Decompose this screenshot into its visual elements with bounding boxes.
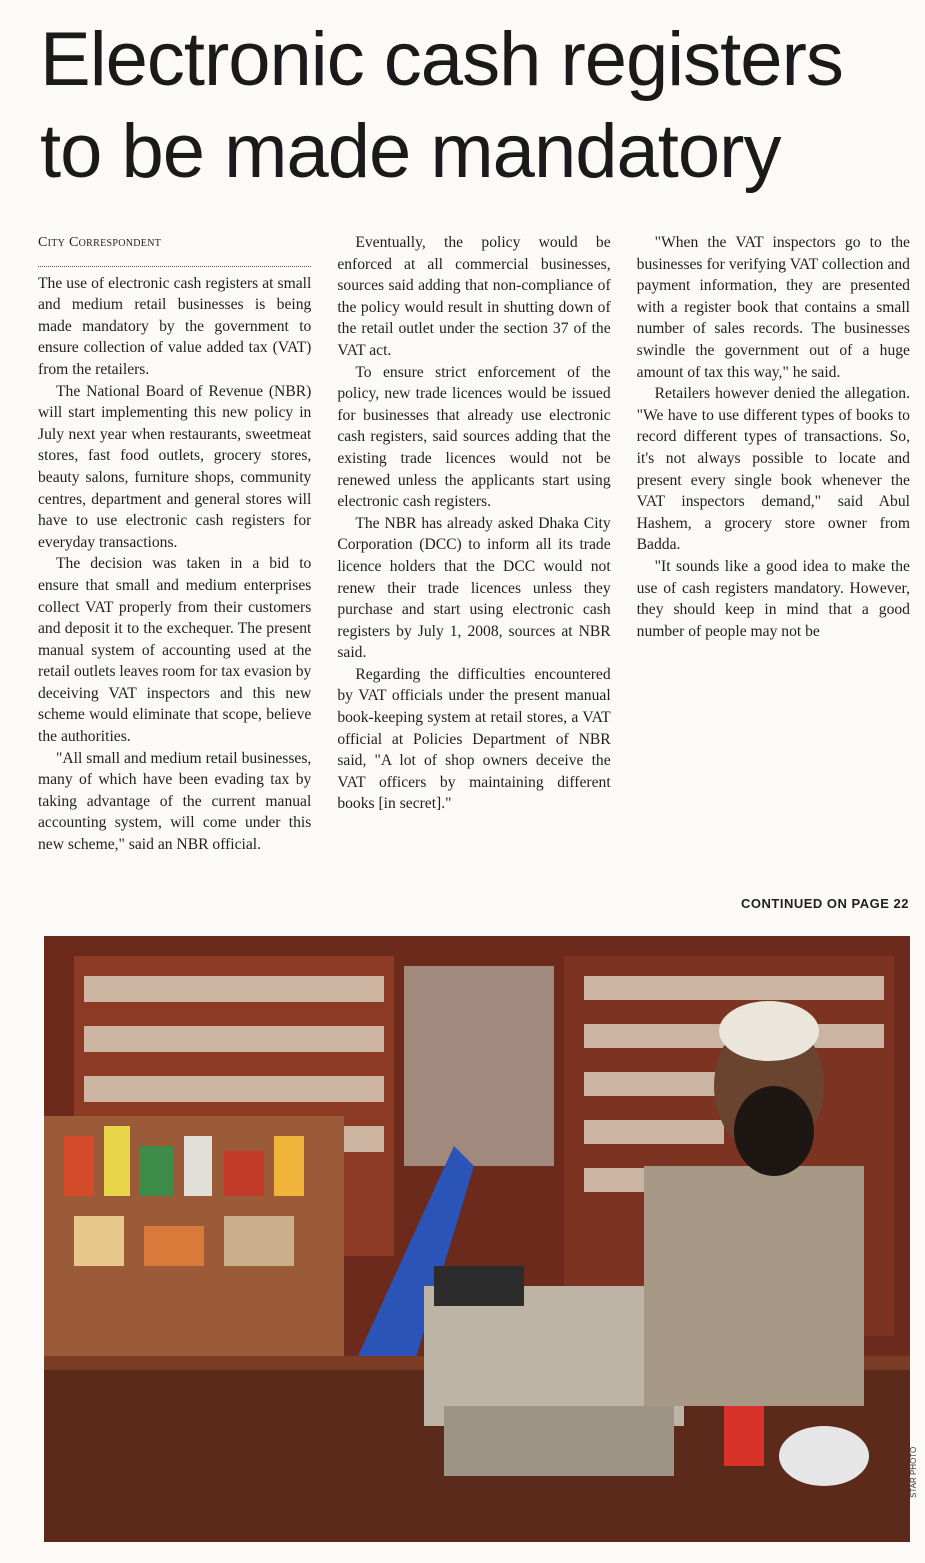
photo-credit: STAR PHOTO — [909, 1446, 918, 1498]
paragraph: The NBR has already asked Dhaka City Corporation (DCC) to inform all its trade licence holders that the DCC would not renew their trade licences unless they purchase and start using electronic cash registers by July 1, 2008, sources at NBR said. — [337, 514, 611, 662]
paragraph: "All small and medium retail businesses, many of which have been evading tax by taking advantage of the current manual accounting system, will come under this new scheme," said an NBR official. — [38, 749, 312, 854]
continued-notice: CONTINUED ON PAGE 22 — [741, 896, 909, 911]
article-columns — [38, 232, 910, 918]
paragraph: Eventually, the policy would be enforced at all commercial businesses, sources said adding that non-compliance of the policy would result in shutting down of the retail outlet under the section 37 of the VAT act. — [337, 234, 611, 359]
byline: City Correspondent — [38, 232, 311, 267]
paragraph: To ensure strict enforcement of the policy, new trade licences would be issued for businesses that already use electronic cash registers, said sources adding that the existing trade licences would not be renewed unless the applicants start using electronic cash registers. — [337, 363, 611, 511]
paragraph: "It sounds like a good idea to make the use of cash registers mandatory. However, they should keep in mind that a good number of people may not be — [636, 557, 910, 640]
column-3 — [637, 232, 910, 918]
headline: Electronic cash registers to be made mandatory — [40, 17, 843, 194]
paragraph: Regarding the difficulties encountered by VAT officials under the present manual book-keeping system at retail stores, a VAT official at Policies Department of NBR said, "A lot of shop owners deceive the VAT officers by maintaining different books [in secret]." — [337, 665, 611, 813]
store-photo — [44, 936, 910, 1542]
paragraph: The use of electronic cash registers at small and medium retail businesses is being made mandatory by the government to ensure collection of value added tax (VAT) from the retailers. — [38, 274, 312, 378]
paragraph: The National Board of Revenue (NBR) will start implementing this new policy in July next year when restaurants, sweetmeat stores, fast food outlets, grocery stores, beauty salons, furniture shops, community centres, department and general stores will have to use electronic cash registers for everyday transactions. — [38, 382, 312, 551]
column-2 — [337, 232, 610, 918]
paragraph: "When the VAT inspectors go to the businesses for verifying VAT collection and payment information, they are presented with a register book that contains a small number of sales records. The businesses swindle the government out of a huge amount of tax this way," he said. — [636, 234, 910, 381]
paragraph: The decision was taken in a bid to ensure that small and medium enterprises collect VAT properly from their customers and deposit it to the exchequer. The present manual system of accounting used at the retail outlets leaves room for tax evasion by deceiving VAT inspectors and this new scheme would eliminate that scope, believe the authorities. — [38, 555, 312, 746]
paragraph: Retailers however denied the allegation. "We have to use different types of books to record different types of transactions. So, it's not always possible to locate and present every single book whenever the VAT inspectors demand," said Abul Hashem, a grocery store owner from Badda. — [636, 385, 910, 554]
column-1 — [38, 232, 311, 918]
store-photo-illustration — [44, 936, 910, 1542]
